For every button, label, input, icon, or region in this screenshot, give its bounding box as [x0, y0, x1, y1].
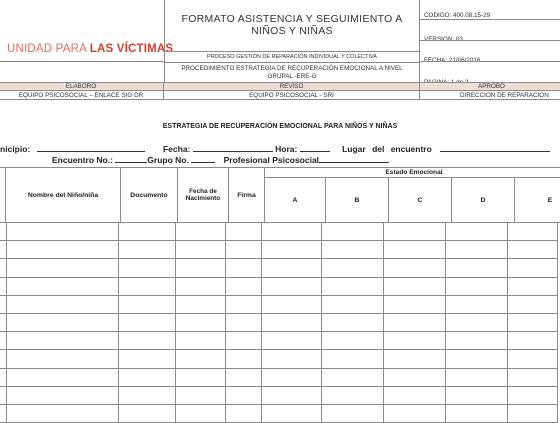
aprobo-value: DIRECCION DE REPARACION [460, 91, 549, 99]
document-title-cell [164, 0, 420, 52]
cell-documento[interactable] [119, 350, 175, 368]
cell-c[interactable] [384, 277, 446, 295]
cell-fecha[interactable] [175, 368, 225, 386]
cell-e[interactable] [508, 313, 558, 331]
cell-a[interactable] [261, 332, 321, 350]
cell-documento[interactable] [119, 295, 175, 313]
cell-e[interactable] [508, 350, 558, 368]
column-header-fecha-nacimiento [177, 167, 229, 223]
estado-col-d [451, 177, 515, 223]
estado-col-b-label: B [354, 196, 360, 204]
cell-a[interactable] [261, 350, 321, 368]
cell-b[interactable] [322, 350, 384, 368]
cell-nombre[interactable] [6, 350, 119, 368]
cell-firma[interactable] [226, 259, 262, 277]
table-row [0, 259, 558, 277]
cell-d[interactable] [446, 277, 508, 295]
cell-firma[interactable] [226, 277, 262, 295]
logo [2, 38, 174, 60]
cell-firma[interactable] [226, 350, 262, 368]
cell-b[interactable] [322, 223, 384, 241]
procedure-text: PROCEDIMIENTO ESTRATEGIA DE RECUPERACIÓN EMOCIONAL A NIVEL GRUPAL -ERE-G [181, 64, 403, 80]
table-row [0, 277, 558, 295]
column-header-documento [120, 167, 178, 223]
hora-label: Hora: [275, 144, 298, 154]
cell-e[interactable] [508, 332, 558, 350]
table-row [0, 350, 558, 368]
cell-d[interactable] [446, 259, 508, 277]
grupo-label: Grupo No. [147, 155, 189, 165]
cell-documento[interactable] [119, 368, 175, 386]
cell-documento[interactable] [119, 386, 175, 404]
date-cell [419, 40, 560, 62]
cell-firma[interactable] [226, 332, 262, 350]
elaboro-value: EQUIPO PSICOSOCIAL – ENLACE SIG DR [18, 91, 144, 99]
cell-documento[interactable] [119, 277, 175, 295]
table-row [0, 295, 558, 313]
cell-c[interactable] [384, 350, 446, 368]
cell-b[interactable] [322, 241, 384, 259]
aprobo-label: APROBO [478, 83, 505, 90]
cell-d[interactable] [446, 223, 508, 241]
cell-d[interactable] [446, 386, 508, 404]
municipio-label: nicipio: [0, 144, 31, 154]
cell-e[interactable] [508, 277, 558, 295]
cell-b[interactable] [322, 295, 384, 313]
cell-nombre[interactable] [6, 223, 119, 241]
cell-fecha[interactable] [175, 223, 225, 241]
cell-fecha[interactable] [175, 313, 225, 331]
cell-nombre[interactable] [6, 241, 119, 259]
table-row [0, 332, 558, 350]
cell-a[interactable] [261, 313, 321, 331]
cell-c[interactable] [384, 313, 446, 331]
section-title [0, 121, 560, 131]
version-cell [419, 19, 560, 41]
cell-b[interactable] [322, 332, 384, 350]
encuentro-field[interactable] [115, 154, 147, 163]
cell-fecha[interactable] [175, 295, 225, 313]
cell-d[interactable] [446, 350, 508, 368]
cell-firma[interactable] [226, 368, 262, 386]
fecha-field[interactable] [193, 143, 273, 152]
estado-col-a-label: A [292, 196, 298, 204]
estado-col-b [325, 177, 389, 223]
profesional-field[interactable] [319, 154, 389, 163]
cell-c[interactable] [384, 223, 446, 241]
cell-c[interactable] [384, 368, 446, 386]
lugar-label: Lugar del encuentro [342, 144, 432, 154]
cell-c[interactable] [384, 332, 446, 350]
section-title-text: ESTRATEGIA DE RECUPERACIÓN EMOCIONAL PARA NIÑOS Y NIÑAS [162, 122, 398, 130]
reviso-value: EQUIPO PSICOSOCIAL - SRI [249, 91, 334, 99]
cell-a[interactable] [261, 223, 321, 241]
cell-e[interactable] [508, 386, 558, 404]
cell-firma[interactable] [226, 386, 262, 404]
estado-emocional-text: Estado Emocional [385, 169, 443, 176]
table-row [0, 368, 558, 386]
cell-firma[interactable] [226, 295, 262, 313]
aprobo-value-cell [419, 90, 560, 100]
logo-text-regular: UNIDAD PARA [7, 43, 90, 55]
cell-documento[interactable] [119, 259, 175, 277]
estado-col-c-label: C [417, 196, 423, 204]
cell-a[interactable] [261, 386, 321, 404]
table-row [0, 223, 558, 241]
cell-d[interactable] [446, 332, 508, 350]
code-cell [419, 0, 560, 20]
column-header-documento-text: Documento [130, 191, 168, 199]
document-title: FORMATO ASISTENCIA Y SEGUIMIENTO A NIÑOS Y NIÑAS [181, 13, 403, 37]
grupo-field[interactable] [191, 154, 215, 163]
cell-fecha[interactable] [175, 386, 225, 404]
cell-nombre[interactable] [6, 313, 119, 331]
cell-a[interactable] [261, 259, 321, 277]
cell-b[interactable] [322, 368, 384, 386]
cell-c[interactable] [384, 295, 446, 313]
date-text: FECHA: 21/06/2016 [424, 57, 481, 64]
procedure-cell [164, 62, 420, 83]
cell-a[interactable] [261, 368, 321, 386]
cell-firma[interactable] [226, 241, 262, 259]
cell-e[interactable] [508, 295, 558, 313]
elaboro-value-cell [0, 90, 164, 100]
process-text: PROCESO GESTIÓN DE REPARACIÓN INDIVIDUAL Y COLECTIVA [207, 54, 377, 60]
encuentro-label: Encuentro No.: [52, 155, 113, 165]
attendance-table [0, 222, 558, 423]
cell-firma[interactable] [226, 313, 262, 331]
cell-documento[interactable] [119, 241, 175, 259]
cell-nombre[interactable] [6, 295, 119, 313]
cell-e[interactable] [508, 241, 558, 259]
estado-col-e [514, 177, 560, 223]
page-cell [419, 61, 560, 83]
cell-fecha[interactable] [175, 259, 225, 277]
column-header-firma [228, 167, 265, 223]
estado-col-d-label: D [480, 196, 486, 204]
column-header-firma-text: Firma [237, 191, 256, 199]
cell-fecha[interactable] [175, 277, 225, 295]
cell-e[interactable] [508, 368, 558, 386]
cell-documento[interactable] [119, 223, 175, 241]
reviso-label: REVISO [279, 83, 304, 90]
attendance-table-body [0, 223, 558, 423]
cell-a[interactable] [261, 277, 321, 295]
cell-e[interactable] [508, 259, 558, 277]
cell-nombre[interactable] [6, 386, 119, 404]
cell-a[interactable] [261, 295, 321, 313]
table-row [0, 386, 558, 404]
cell-d[interactable] [446, 313, 508, 331]
cell-d[interactable] [446, 295, 508, 313]
reviso-value-cell [163, 90, 420, 100]
estado-col-a [264, 177, 326, 223]
cell-nombre[interactable] [6, 368, 119, 386]
column-header-nombre [5, 167, 121, 223]
cell-documento[interactable] [119, 332, 175, 350]
code-text: CODIGO: 400.08.15-29 [424, 12, 491, 19]
cell-c[interactable] [384, 386, 446, 404]
cell-c[interactable] [384, 241, 446, 259]
logo-text-bold: LAS VÍCTIMAS [89, 43, 174, 55]
cell-fecha[interactable] [175, 332, 225, 350]
table-row [0, 313, 558, 331]
cell-nombre[interactable] [6, 277, 119, 295]
cell-nombre[interactable] [6, 259, 119, 277]
column-header-fecha-text: Fecha de Nacimiento [185, 187, 221, 202]
version-text: VERSION: 03 [424, 36, 463, 43]
cell-documento[interactable] [119, 313, 175, 331]
cell-b[interactable] [322, 259, 384, 277]
cell-c[interactable] [384, 259, 446, 277]
cell-fecha[interactable] [175, 241, 225, 259]
cell-b[interactable] [322, 277, 384, 295]
lugar-field[interactable] [440, 143, 550, 152]
cell-d[interactable] [446, 241, 508, 259]
logo-wordmark [7, 43, 173, 55]
fecha-label: Fecha: [162, 144, 191, 154]
table-row [0, 241, 558, 259]
estado-col-e-label: E [547, 196, 553, 204]
cell-nombre[interactable] [6, 332, 119, 350]
cell-b[interactable] [322, 386, 384, 404]
hora-field[interactable] [300, 143, 330, 152]
cell-firma[interactable] [226, 223, 262, 241]
cell-b[interactable] [322, 313, 384, 331]
column-header-nombre-text: Nombre del Niño/niña [27, 191, 99, 199]
municipio-field[interactable] [37, 143, 145, 152]
elaboro-label: ELABORO [65, 83, 97, 90]
estado-col-c [388, 177, 452, 223]
cell-a[interactable] [261, 241, 321, 259]
cell-d[interactable] [446, 368, 508, 386]
cell-fecha[interactable] [175, 350, 225, 368]
profesional-label: Profesional Psicosocial [223, 155, 320, 165]
cell-e[interactable] [508, 223, 558, 241]
form-row-2 [52, 154, 472, 166]
